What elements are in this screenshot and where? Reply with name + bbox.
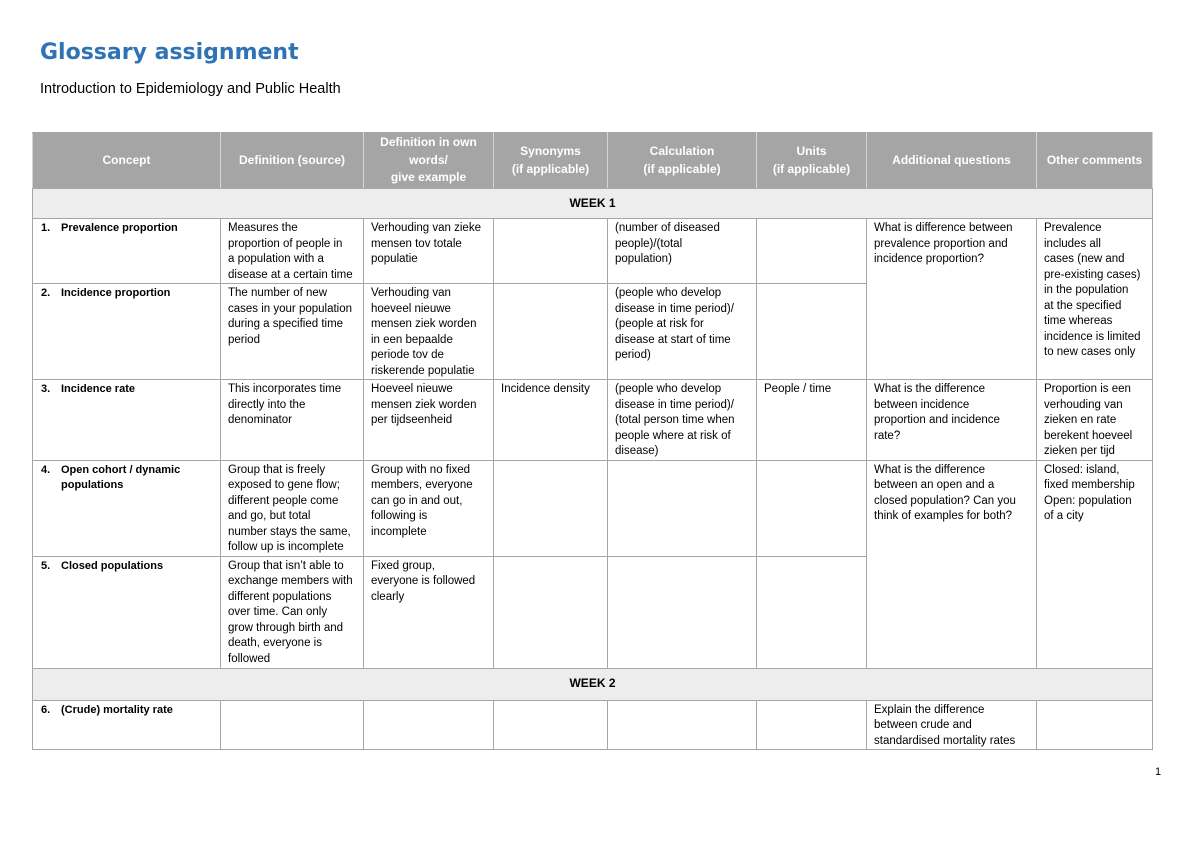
synonyms-cell [494,460,608,556]
units-cell [757,556,867,668]
concept-number: 1. [41,222,51,234]
units-cell [757,460,867,556]
concept-item [40,559,216,575]
concept-number: 4. [41,463,51,476]
definition-source-cell: The number of new cases in your population during a specified time period [221,284,364,380]
synonyms-cell [494,700,608,750]
document-title: Glossary assignment [40,40,299,65]
definition-own-cell: Verhouding van zieke mensen tov totale populatie [364,219,494,284]
concept-number: 2. [41,287,51,299]
page-number: 1 [1155,766,1162,778]
week-row [33,189,1153,219]
header-row [33,133,1153,189]
definition-source-cell: Group that isn’t able to exchange members with different populations over time. Can only grow through birth and death, everyone is followed [221,556,364,668]
concept-label: Closed populations [61,559,164,572]
concept-item [40,286,216,302]
concept-cell [33,380,221,461]
header-concept: Concept [33,133,221,189]
additional-questions-cell: What is the difference between an open and a closed population? Can you think of examples for both? [867,460,1037,668]
synonyms-cell [494,284,608,380]
concept-item [40,703,216,719]
week-label: WEEK 1 [33,189,1153,219]
calculation-cell: (people who develop disease in time period)/ (people at risk for disease at start of time period) [608,284,757,380]
concept-cell [33,219,221,284]
definition-own-cell: Verhouding van hoeveel nieuwe mensen ziek worden in een bepaalde periode tov de riskerende populatie [364,284,494,380]
concept-cell [33,556,221,668]
other-comments-cell: Closed: island, fixed membership Open: population of a city [1037,460,1153,668]
additional-questions-cell: Explain the difference between crude and standardised mortality rates [867,700,1037,750]
synonyms-cell [494,556,608,668]
document-subtitle: Introduction to Epidemiology and Public Health [40,81,341,97]
definition-source-cell [221,700,364,750]
header-other-comments: Other comments [1037,133,1153,189]
units-cell [757,284,867,380]
definition-own-cell: Hoeveel nieuwe mensen ziek worden per tijdseenheid [364,380,494,461]
other-comments-cell: Prevalence includes all cases (new and pre-existing cases) in the population at the specified time whereas incidence is limited to new cases only [1037,219,1153,380]
concept-item [40,221,216,237]
concept-label: Incidence proportion [61,287,171,299]
calculation-cell [608,460,757,556]
concept-number: 3. [41,383,51,395]
additional-questions-cell: What is the difference between incidence proportion and incidence rate? [867,380,1037,461]
additional-questions-cell: What is difference between prevalence proportion and incidence proportion? [867,219,1037,380]
definition-own-cell [364,700,494,750]
week-row [33,668,1153,700]
calculation-cell [608,700,757,750]
header-synonyms: Synonyms (if applicable) [494,133,608,189]
concept-item [40,463,216,494]
other-comments-cell: Proportion is een verhouding van zieken en rate berekent hoeveel zieken per tijd [1037,380,1153,461]
definition-own-cell: Group with no fixed members, everyone can go in and out, following is incomplete [364,460,494,556]
calculation-cell: (number of diseased people)/(total population) [608,219,757,284]
concept-item [40,382,216,398]
other-comments-cell [1037,700,1153,750]
concept-number: 5. [41,559,51,572]
concept-number: 6. [41,703,51,716]
header-calculation: Calculation (if applicable) [608,133,757,189]
concept-cell [33,700,221,750]
header-additional-questions: Additional questions [867,133,1037,189]
header-units: Units (if applicable) [757,133,867,189]
concept-label: Prevalence proportion [61,222,178,234]
units-cell: People / time [757,380,867,461]
table-row [33,460,1153,556]
definition-source-cell: Measures the proportion of people in a population with a disease at a certain time [221,219,364,284]
synonyms-cell: Incidence density [494,380,608,461]
table-row [33,380,1153,461]
calculation-cell [608,556,757,668]
concept-label: Open cohort / dynamic populations [61,463,181,491]
glossary-table [32,132,1153,750]
header-definition-own: Definition in own words/ give example [364,133,494,189]
definition-own-cell: Fixed group, everyone is followed clearly [364,556,494,668]
concept-cell [33,284,221,380]
table-row [33,219,1153,284]
concept-label: Incidence rate [61,383,135,395]
concept-label: (Crude) mortality rate [61,703,173,716]
definition-source-cell: Group that is freely exposed to gene flow; different people come and go, but total number stays the same, follow up is incomplete [221,460,364,556]
definition-source-cell: This incorporates time directly into the denominator [221,380,364,461]
week-label: WEEK 2 [33,668,1153,700]
synonyms-cell [494,219,608,284]
concept-cell [33,460,221,556]
header-definition-source: Definition (source) [221,133,364,189]
table-row [33,700,1153,750]
units-cell [757,219,867,284]
calculation-cell: (people who develop disease in time period)/ (total person time when people where at risk of disease) [608,380,757,461]
units-cell [757,700,867,750]
